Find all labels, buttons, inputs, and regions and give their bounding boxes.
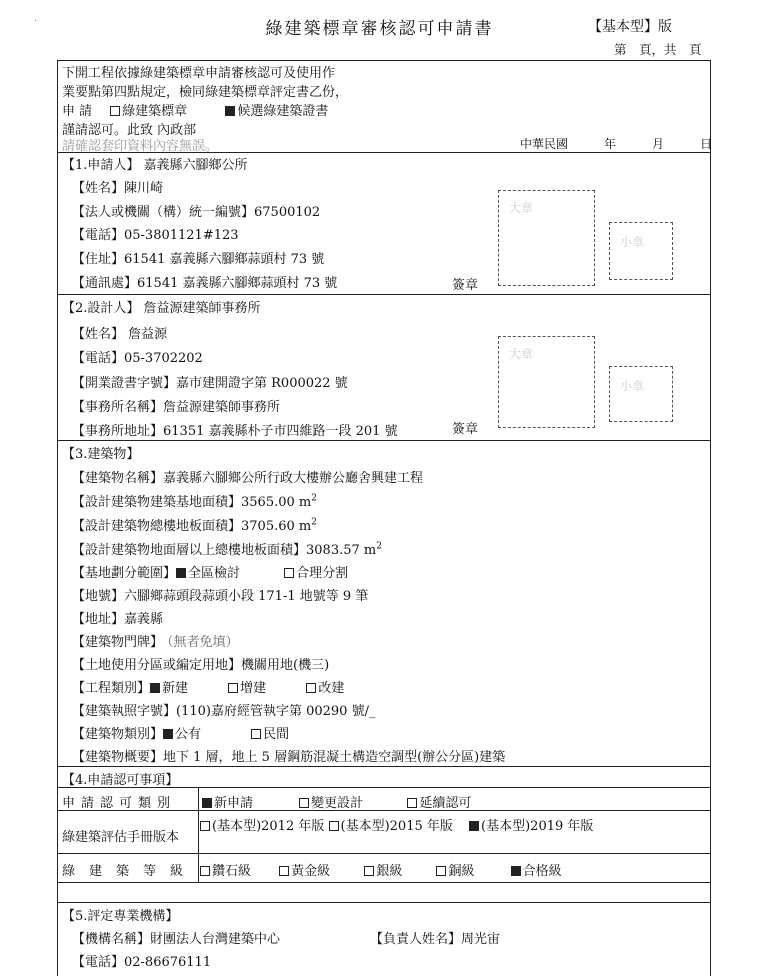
agency-heading: 【5.評定專業機構】: [62, 909, 179, 924]
divider: [57, 853, 711, 854]
designer-big-stamp: [498, 336, 595, 428]
building-heading: 【3.建築物】: [62, 447, 140, 462]
type-private-option: 民間: [263, 727, 290, 742]
apply-renew-checkbox[interactable]: [407, 798, 417, 808]
apply-change-option: 變更設計: [311, 796, 364, 811]
table-divider: [198, 787, 199, 882]
type-row: [72, 723, 289, 742]
grade-silver-option: 銀級: [376, 864, 403, 879]
applicant-big-stamp: [498, 190, 595, 286]
zone-full-checkbox[interactable]: [176, 568, 186, 578]
version-2015-checkbox[interactable]: [329, 821, 339, 831]
divider: [57, 440, 711, 441]
grade-label: 綠建築等級: [62, 864, 198, 879]
zone-label: 【基地劃分範圍】: [72, 566, 177, 581]
door-row: [72, 631, 239, 650]
divider: [57, 902, 711, 903]
work-row: [72, 677, 344, 696]
apply-new-checkbox[interactable]: [202, 798, 212, 808]
small-stamp-label: 小章: [620, 379, 645, 393]
zone-split-option: 合理分割: [296, 566, 349, 581]
type-private-checkbox[interactable]: [251, 729, 261, 739]
grade-pass-option: 合格級: [522, 864, 562, 879]
agency-name: 【機構名稱】財團法人台灣建築中心: [72, 932, 281, 947]
grade-diamond-option: 鑽石級: [212, 864, 252, 879]
divider: [57, 294, 711, 295]
applicant-name: 【姓名】陳川崎: [72, 181, 164, 196]
grade-diamond-checkbox[interactable]: [200, 866, 210, 876]
applicant-id: 【法人或機關（構）統一編號】67500102: [72, 205, 321, 220]
version-2015-option: (基本型)2015 年版: [340, 819, 453, 834]
grade-bronze-option: 銅級: [448, 864, 475, 879]
version-2019-checkbox[interactable]: [469, 821, 479, 831]
work-new-option: 新建: [162, 681, 189, 696]
applicant-phone: 【電話】05-3801121#123: [72, 228, 239, 243]
date-line: 中華民國 年 月 日: [520, 137, 713, 151]
apply-change-checkbox[interactable]: [299, 798, 309, 808]
zone-split-checkbox[interactable]: [284, 568, 294, 578]
agency-phone: 【電話】02-86676111: [72, 955, 212, 970]
submit-line: 謹請認可。此致 內政部: [62, 123, 197, 138]
floor-area: 【設計建築物總樓地板面積】3705.60 $m^2$: [72, 517, 317, 534]
zone-row: [72, 562, 348, 581]
big-stamp-label: 大章: [509, 347, 534, 361]
land-use: 【土地使用分區或編定用地】機關用地(機三): [72, 658, 330, 673]
designer-office: 【事務所名稱】詹益源建築師事務所: [72, 400, 281, 415]
work-extend-option: 增建: [240, 681, 267, 696]
door-label: 【建築物門牌】: [72, 635, 164, 650]
grade-bronze-checkbox[interactable]: [436, 866, 446, 876]
grade-silver-checkbox[interactable]: [364, 866, 374, 876]
manual-version-label: 綠建築評估手冊版本: [62, 830, 180, 845]
version-badge: 【基本型】版: [588, 19, 672, 35]
work-new-checkbox[interactable]: [150, 683, 160, 693]
designer-phone: 【電話】05-3702202: [72, 351, 203, 366]
grade-options: [200, 860, 562, 879]
stamp-note: 請確認套印資料內容無誤。: [62, 139, 219, 154]
agency-person: 【負責人姓名】周光宙: [370, 932, 501, 947]
door-value: （無者免填）: [167, 635, 239, 650]
label-option: 綠建築標章: [122, 104, 188, 119]
designer-office-address: 【事務所地址】61351 嘉義縣朴子市四維路一段 201 號: [72, 424, 398, 439]
version-2012-option: (基本型)2012 年版: [212, 819, 325, 834]
type-public-option: 公有: [175, 727, 202, 742]
small-stamp-label: 小章: [620, 235, 645, 249]
divider: [57, 882, 711, 883]
applicant-address: 【住址】61541 嘉義縣六腳鄉蒜頭村 73 號: [72, 252, 325, 267]
applicant-heading: 【1.申請人】 嘉義縣六腳鄉公所: [62, 158, 248, 173]
items-heading: 【4.申請認可事項】: [62, 773, 179, 788]
designer-name: 【姓名】 詹益源: [72, 327, 168, 342]
type-label: 【建築物類別】: [72, 727, 164, 742]
grade-gold-option: 黃金級: [291, 864, 331, 879]
zone-full-option: 全區檢討: [188, 566, 241, 581]
intro-line: 業要點第四點規定，檢同綠建築標章評定書乙份，: [62, 85, 349, 100]
big-stamp-label: 大章: [509, 201, 534, 215]
applicant-mail: 【通訊處】61541 嘉義縣六腳鄉蒜頭村 73 號: [72, 276, 338, 291]
permit-number: 【建築執照字號】(110)嘉府經管執字第 00290 號/_: [72, 704, 376, 719]
grade-gold-checkbox[interactable]: [279, 866, 289, 876]
candidate-checkbox[interactable]: [225, 106, 235, 116]
intro-line: 下開工程依據綠建築標章申請審核認可及使用作: [62, 66, 336, 81]
apply-type-options: [202, 792, 471, 811]
work-label: 【工程類別】: [72, 681, 151, 696]
version-2019-option: (基本型)2019 年版: [481, 819, 594, 834]
building-address: 【地址】嘉義縣: [72, 612, 164, 627]
building-summary: 【建築物概要】地下 1 層，地上 5 層鋼筋混凝土構造空調型(辦公分區)建築: [72, 750, 506, 765]
scan-mark: ·: [34, 16, 38, 27]
work-rebuild-option: 改建: [318, 681, 345, 696]
candidate-option: 候選綠建築證書: [237, 104, 329, 119]
version-2012-checkbox[interactable]: [200, 821, 210, 831]
applicant-small-stamp: [609, 222, 673, 280]
form-title: 綠建築標章審核認可申請書: [265, 19, 494, 39]
designer-license: 【開業證書字號】嘉市建開證字第 R000022 號: [72, 376, 348, 391]
apply-renew-option: 延續認可: [419, 796, 472, 811]
designer-heading: 【2.設計人】 詹益源建築師事務所: [62, 301, 261, 316]
work-rebuild-checkbox[interactable]: [306, 683, 316, 693]
page-info: 第 頁，共 頁: [614, 42, 702, 57]
apply-line: [62, 100, 328, 119]
type-public-checkbox[interactable]: [163, 729, 173, 739]
base-area: 【設計建築物建築基地面積】3565.00 $m^2$: [72, 493, 317, 510]
building-name: 【建築物名稱】嘉義縣六腳鄉公所行政大樓辦公廳舍興建工程: [72, 471, 424, 486]
work-extend-checkbox[interactable]: [228, 683, 238, 693]
lot-number: 【地號】六腳鄉蒜頭段蒜頭小段 171-1 地號等 9 筆: [72, 589, 369, 604]
designer-sign-label: 簽章: [452, 422, 479, 437]
designer-small-stamp: [609, 366, 673, 422]
apply-new-option: 新申請: [214, 796, 254, 811]
applicant-sign-label: 簽章: [452, 278, 479, 293]
above-ground-area: 【設計建築物地面層以上總樓地板面積】3083.57 $m^2$: [72, 541, 382, 558]
divider: [57, 766, 711, 767]
apply-prefix: 申請: [62, 104, 97, 119]
manual-version-options: [200, 815, 593, 834]
label-checkbox[interactable]: [110, 106, 120, 116]
apply-type-label: 申請認可類別: [62, 796, 177, 811]
grade-pass-checkbox[interactable]: [511, 866, 521, 876]
